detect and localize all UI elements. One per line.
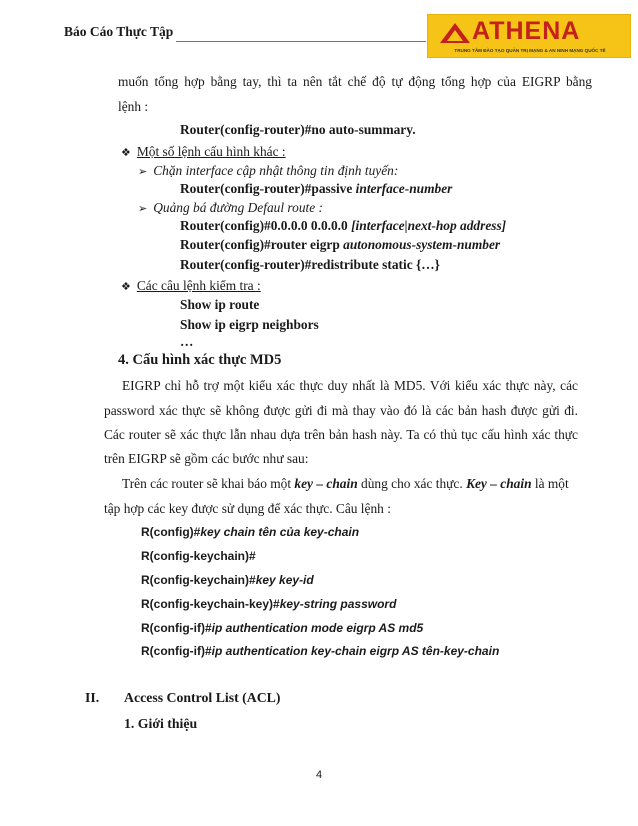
page-number: 4: [315, 769, 323, 781]
command-text: R(config-if)#: [141, 644, 212, 658]
command-line: …: [180, 334, 194, 349]
command-text: R(config)#: [141, 525, 201, 539]
sub-bullet-item: [138, 163, 398, 179]
athena-logo: [427, 14, 631, 58]
command-line: Show ip route: [180, 297, 260, 312]
text-run: dùng cho xác thực.: [357, 476, 467, 491]
text-run: Key – chain: [466, 476, 532, 491]
bullet-item: [121, 144, 286, 160]
paragraph-line: Các router sẽ xác thực lẫn nhau dựa trên bản hash này. Ta có thủ tục cấu hình xác thực: [104, 427, 578, 442]
sub-bullet-text: Chặn interface cập nhật thông tin định tuyến:: [153, 163, 399, 178]
section-number: II.: [85, 690, 100, 705]
command-text: Router(config)#router eigrp: [180, 237, 344, 252]
command-text: R(config-if)#: [141, 621, 212, 635]
command-param: ip authentication mode eigrp AS md5: [211, 621, 424, 635]
text-run: key – chain: [294, 476, 358, 491]
paragraph-line: [122, 476, 569, 492]
command-text: Router(config-router)#passive: [180, 181, 356, 196]
command-line: R(config-keychain)#: [141, 549, 256, 563]
paragraph-line: password xác thực sẽ không được gửi đi mà thay vào đó là các bản hash được gửi đi.: [104, 403, 578, 418]
paragraph-line: EIGRP chỉ hỗ trợ một kiểu xác thực duy nhất là MD5. Với kiểu xác thực này, các: [122, 378, 578, 393]
diamond-bullet-icon: ❖: [121, 280, 131, 293]
command-line: [180, 218, 506, 234]
sub-bullet-text: Quảng bá đường Defaul route :: [153, 200, 324, 215]
text-run: là một: [531, 476, 569, 491]
paragraph-line: lệnh :: [118, 99, 149, 114]
athena-logo-mark-icon: [439, 22, 471, 44]
bullet-text: Các câu lệnh kiểm tra :: [136, 278, 261, 293]
bullet-item: [121, 278, 261, 294]
command-param: autonomous-system-number: [343, 237, 501, 252]
header-rule: [176, 41, 426, 42]
bullet-text: Một số lệnh cấu hình khác :: [136, 144, 286, 159]
command-line: [141, 621, 423, 635]
command-param: key-string password: [279, 597, 397, 611]
paragraph-line: muốn tổng hợp bằng tay, thì ta nên tắt chế độ tự động tổng hợp của EIGRP bằng: [118, 74, 592, 89]
command-param: key chain tên của key-chain: [200, 525, 360, 539]
command-text: R(config-keychain)#: [141, 573, 256, 587]
command-param: ip authentication key-chain eigrp AS tên-key-chain: [211, 644, 500, 658]
logo-subtitle: TRUNG TÂM ĐÀO TẠO QUẢN TRỊ MẠNG & AN NINH MẠNG QUỐC TẾ: [454, 48, 606, 53]
command-line: [180, 237, 500, 253]
command-text: Router(config)#0.0.0.0 0.0.0.0: [180, 218, 352, 233]
command-line: [141, 573, 314, 587]
command-line: Router(config-router)#no auto-summary.: [180, 122, 416, 137]
arrow-bullet-icon: ➢: [138, 165, 148, 178]
command-line: [141, 525, 359, 539]
command-param: key key-id: [255, 573, 314, 587]
paragraph-line: trên EIGRP sẽ gồm các bước như sau:: [104, 451, 309, 466]
paragraph-line: tập hợp các key được sử dụng để xác thực. Câu lệnh :: [104, 501, 391, 516]
command-line: [180, 181, 452, 197]
logo-text: ATHENA: [472, 17, 581, 45]
text-run: Trên các router sẽ khai báo một: [122, 476, 295, 491]
subsection-title: 1. Giới thiệu: [124, 716, 198, 731]
command-line: [141, 644, 499, 658]
command-text: R(config-keychain-key)#: [141, 597, 280, 611]
header-title: Báo Cáo Thực Tập: [64, 24, 174, 39]
arrow-bullet-icon: ➢: [138, 202, 148, 215]
diamond-bullet-icon: ❖: [121, 146, 131, 159]
command-param: [interface|next-hop address]: [351, 218, 507, 233]
section-title: Access Control List (ACL): [124, 690, 281, 705]
command-line: Router(config-router)#redistribute static {…}: [180, 257, 440, 272]
command-line: [141, 597, 396, 611]
command-param: interface-number: [355, 181, 453, 196]
sub-bullet-item: [138, 200, 323, 216]
command-line: Show ip eigrp neighbors: [180, 317, 319, 332]
section-heading: 4. Cấu hình xác thực MD5: [118, 352, 282, 368]
